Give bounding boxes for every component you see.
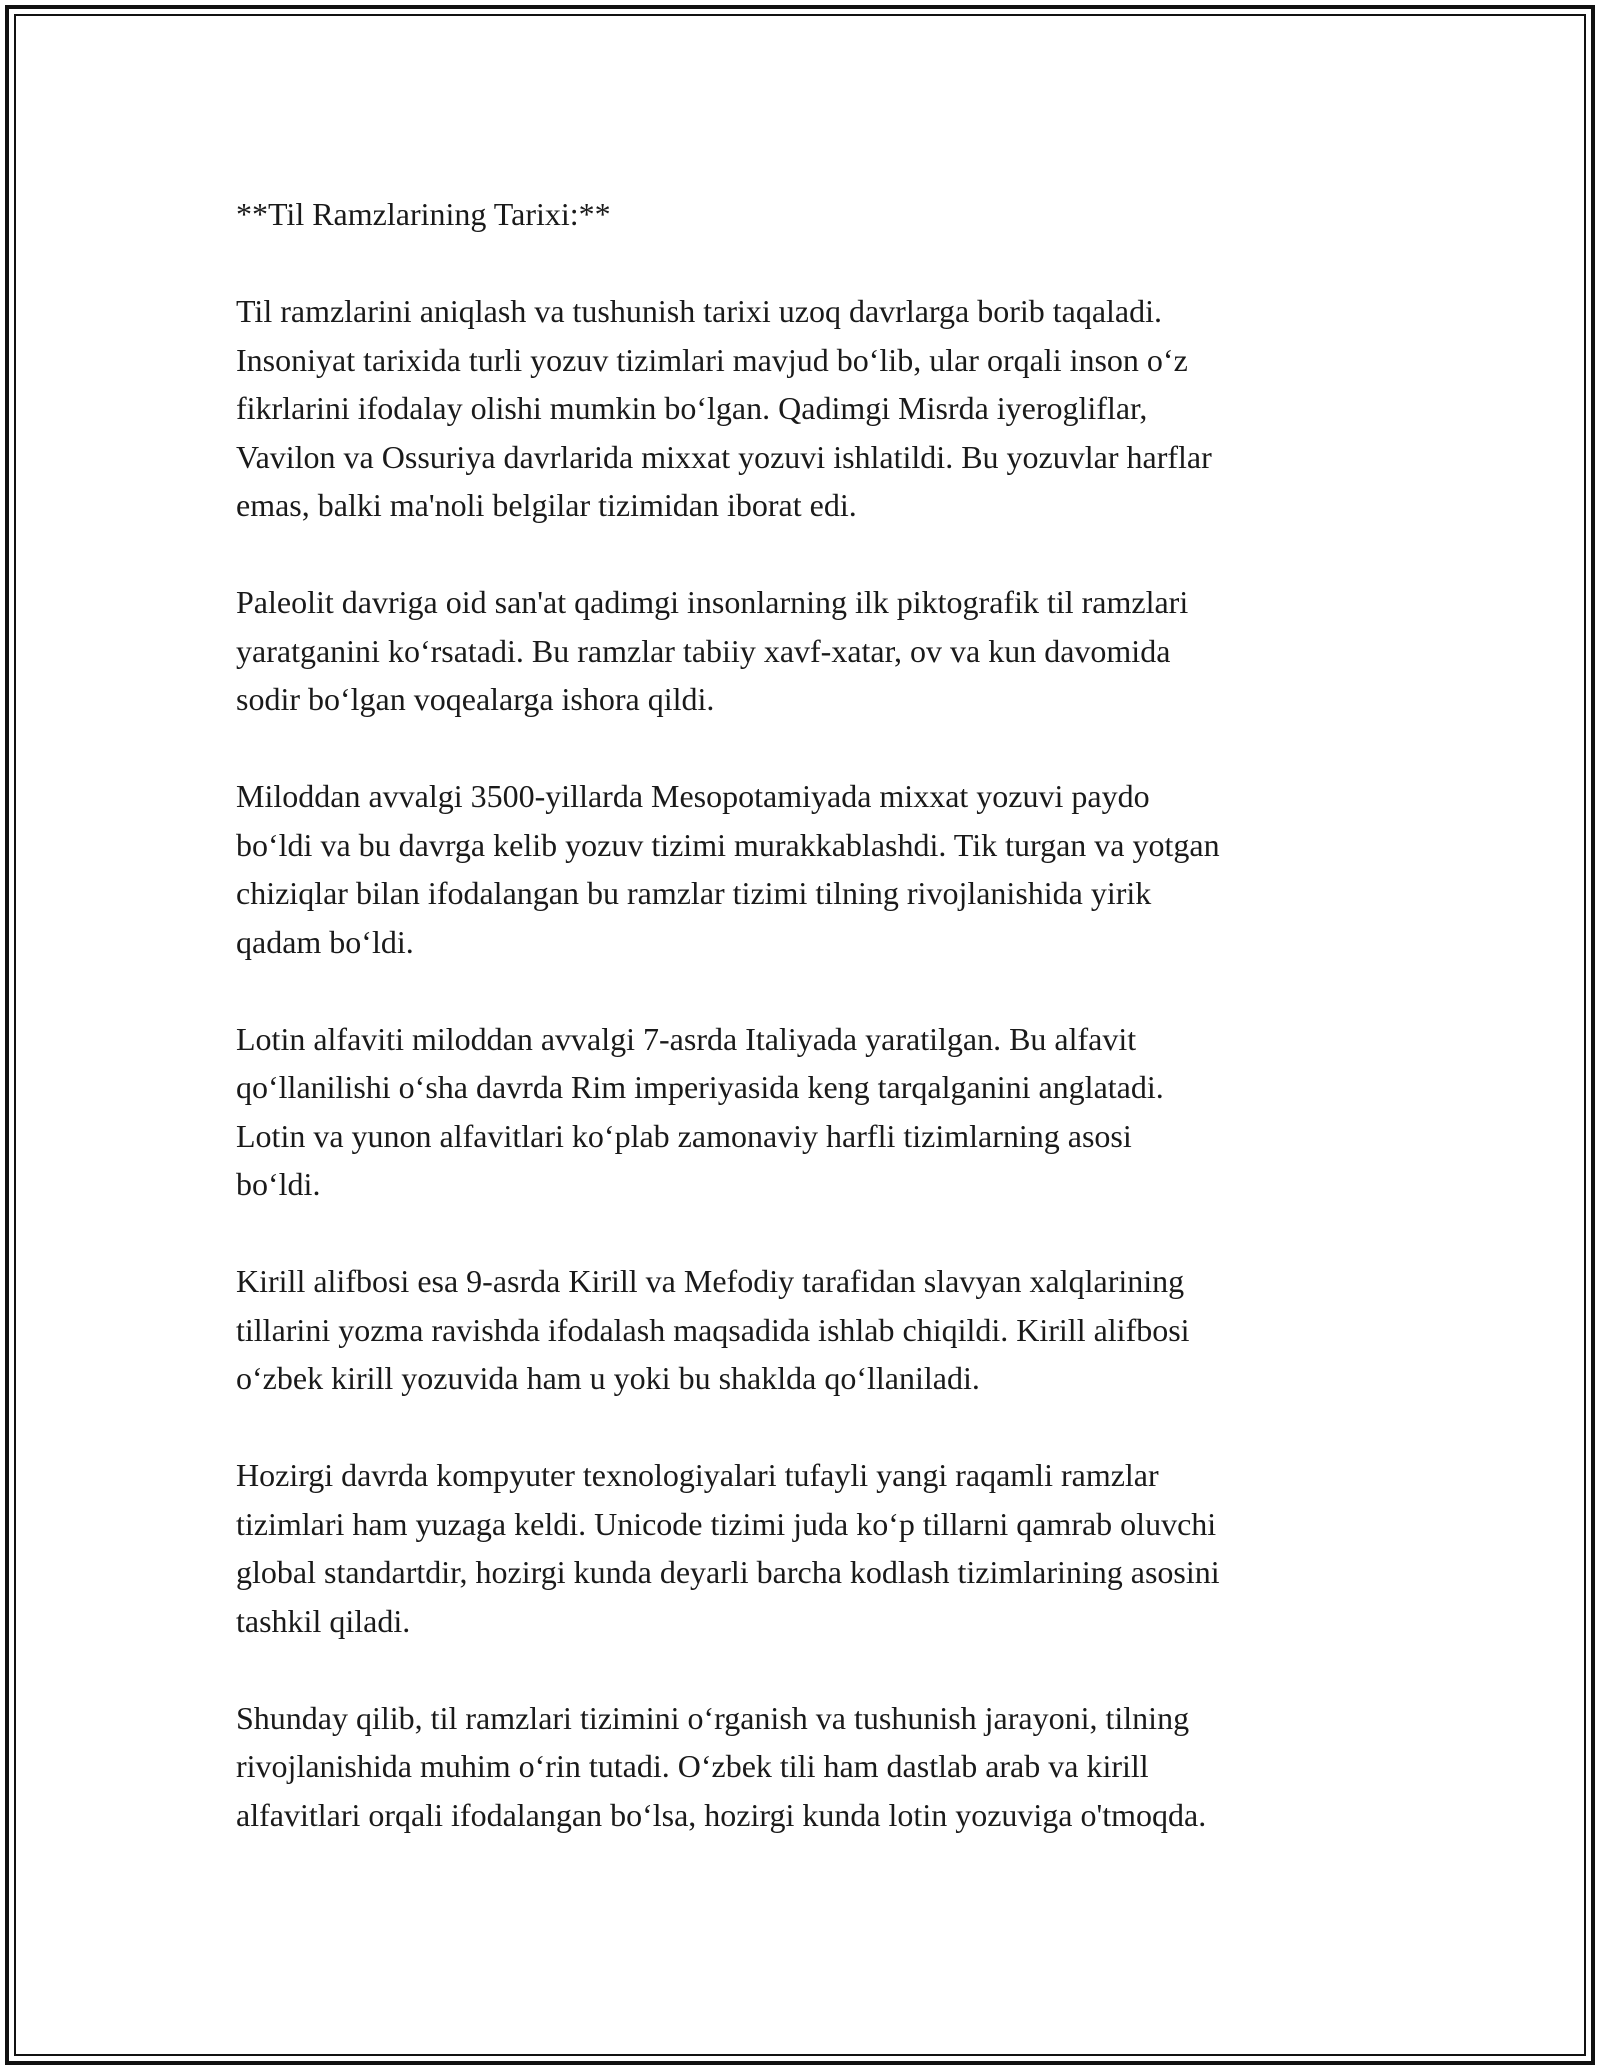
paragraph-line: emas, balki ma'noli belgilar tizimidan iborat edi.: [236, 487, 857, 523]
paragraph-4: [236, 1015, 1386, 1209]
paragraph-line: oʻzbek kirill yozuvida ham u yoki bu shaklda qoʻllaniladi.: [236, 1360, 980, 1396]
paragraph-line: sodir boʻlgan voqealarga ishora qildi.: [236, 681, 715, 717]
paragraph-line: Shunday qilib, til ramzlari tizimini oʻrganish va tushunish jarayoni, tilning: [236, 1699, 1190, 1736]
paragraph-line: alfavitlari orqali ifodalangan boʻlsa, hozirgi kunda lotin yozuviga o'tmoqda.: [236, 1796, 1207, 1833]
paragraph-7: [236, 1694, 1386, 1840]
paragraph-line: Hozirgi davrda kompyuter texnologiyalari tufayli yangi raqamli ramzlar: [236, 1457, 1159, 1493]
paragraph-line: tashkil qiladi.: [236, 1602, 411, 1639]
paragraph-3: [236, 772, 1386, 966]
paragraph-line: Lotin va yunon alfavitlari koʻplab zamonaviy harfli tizimlarning asosi: [236, 1117, 1132, 1154]
paragraph-2: [236, 578, 1386, 724]
paragraph-5: [236, 1257, 1386, 1403]
paragraph-line: global standartdir, hozirgi kunda deyarli barcha kodlash tizimlarining asosini: [236, 1554, 1220, 1590]
paragraph-line: Kirill alifbosi esa 9-asrda Kirill va Mefodiy tarafidan slavyan xalqlarining: [236, 1263, 1185, 1299]
paragraph-line: rivojlanishida muhim oʻrin tutadi. Oʻzbek tili ham dastlab arab va kirill: [236, 1748, 1149, 1784]
paragraph-line: qadam boʻldi.: [236, 923, 414, 960]
paragraph-1: [236, 287, 1386, 530]
paragraph-line: qoʻllanilishi oʻsha davrda Rim imperiyasida keng tarqalganini anglatadi.: [236, 1069, 1164, 1105]
paragraph-line: Vavilon va Ossuriya davrlarida mixxat yozuvi ishlatildi. Bu yozuvlar harflar: [236, 438, 1212, 475]
paragraph-line: chiziqlar bilan ifodalangan bu ramzlar tizimi tilning rivojlanishida yirik: [236, 875, 1152, 911]
paragraph-6: [236, 1451, 1386, 1645]
paragraph-line: Miloddan avvalgi 3500-yillarda Mesopotamiyada mixxat yozuvi paydo: [236, 778, 1150, 814]
paragraph-line: yaratganini koʻrsatadi. Bu ramzlar tabiiy xavf-xatar, ov va kun davomida: [236, 632, 1171, 669]
paragraph-line: tizimlari ham yuzaga keldi. Unicode tizimi juda koʻp tillarni qamrab oluvchi: [236, 1505, 1217, 1542]
paragraph-line: tillarini yozma ravishda ifodalash maqsadida ishlab chiqildi. Kirill alifbosi: [236, 1311, 1190, 1348]
paragraph-line: boʻldi va bu davrga kelib yozuv tizimi murakkablashdi. Tik turgan va yotgan: [236, 826, 1220, 863]
paragraph-line: fikrlarini ifodalay olishi mumkin boʻlgan. Qadimgi Misrda iyerogliflar,: [236, 390, 1148, 426]
paragraph-line: Lotin alfaviti miloddan avvalgi 7-asrda Italiyada yaratilgan. Bu alfavit: [236, 1020, 1137, 1057]
paragraph-line: Paleolit davriga oid san'at qadimgi insonlarning ilk piktografik til ramzlari: [236, 584, 1189, 620]
document-title: **Til Ramzlarining Tarixi:**: [236, 196, 611, 232]
document-body: [236, 190, 1386, 1888]
paragraph-line: Til ramzlarini aniqlash va tushunish tarixi uzoq davrlarga borib taqaladi.: [236, 293, 1163, 329]
paragraph-line: boʻldi.: [236, 1166, 321, 1202]
paragraph-line: Insoniyat tarixida turli yozuv tizimlari mavjud boʻlib, ular orqali inson oʻz: [236, 341, 1188, 378]
